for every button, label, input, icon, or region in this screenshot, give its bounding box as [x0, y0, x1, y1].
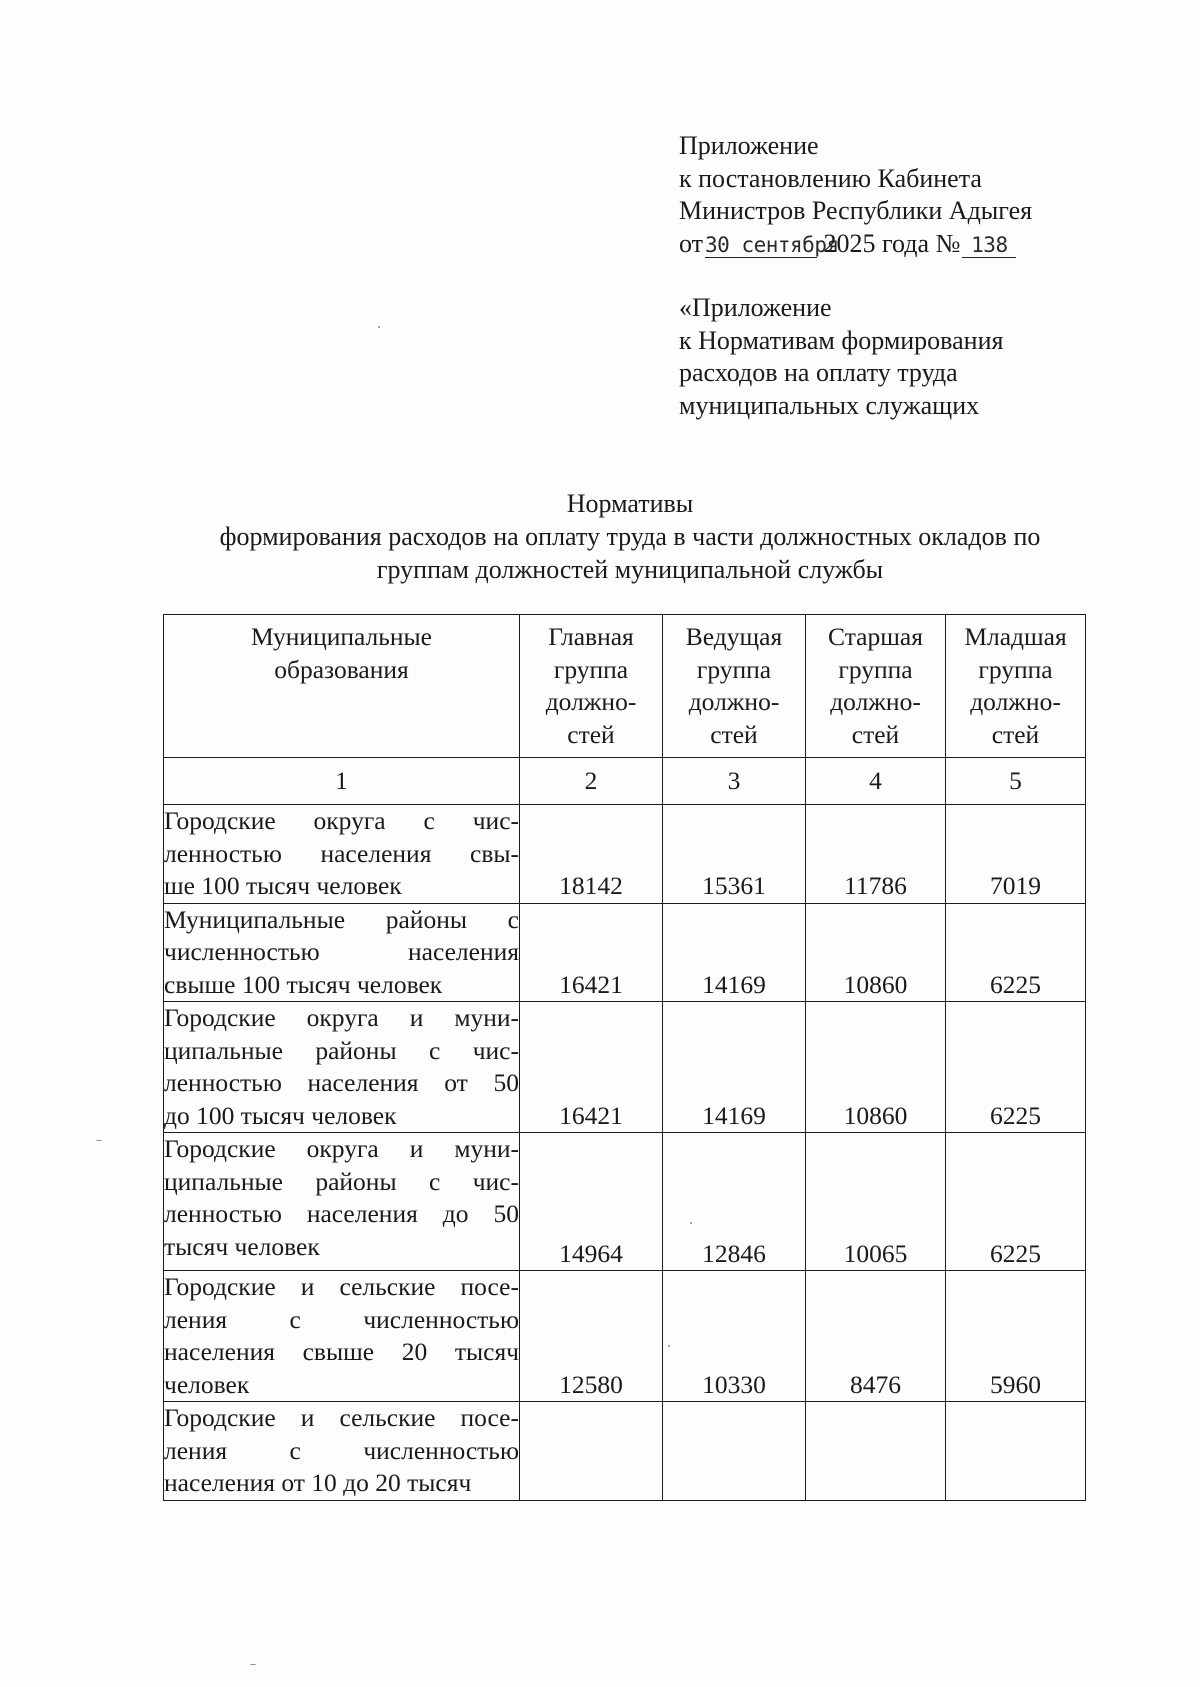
handwritten-date: 30 сентября — [705, 232, 839, 257]
header-text: Муниципальные — [250, 622, 432, 651]
header-text: стей — [710, 719, 758, 749]
header-text: стей — [567, 719, 615, 749]
label-line: ленностью населения от 50 — [164, 1068, 519, 1097]
label-line: Городские округа с чис- — [164, 806, 519, 835]
value-junior: 7019 — [946, 805, 1086, 904]
header-text: должно- — [545, 687, 637, 716]
table-row — [164, 903, 1086, 1002]
header-junior-group — [946, 615, 1086, 758]
header-text: стей — [991, 719, 1040, 749]
scan-speck — [668, 1345, 670, 1347]
row-label — [164, 1133, 520, 1271]
label-line: Городские и сельские посе- — [164, 1272, 519, 1301]
title-line-1: Нормативы — [566, 489, 694, 518]
value-junior: 6225 — [946, 1002, 1086, 1133]
column-number: 3 — [663, 758, 806, 805]
header-text: группа — [978, 654, 1053, 684]
table-row — [164, 1271, 1086, 1402]
sub-appendix-header — [679, 292, 1003, 422]
label-line: тысяч человек — [164, 1231, 320, 1261]
row-label — [164, 903, 520, 1002]
scan-speck — [378, 326, 380, 328]
header-text: Старшая — [828, 622, 923, 651]
row-label — [164, 1402, 520, 1501]
label-line: Городские и сельские посе- — [164, 1403, 519, 1432]
header-leading-group — [663, 615, 806, 758]
document-title — [150, 487, 1110, 586]
appendix-reference-line-2: Министров Республики Адыгея — [679, 196, 1033, 225]
table-row — [164, 1402, 1086, 1501]
header-text: группа — [553, 654, 629, 684]
scan-speck — [250, 1664, 256, 1665]
table-row — [164, 1002, 1086, 1133]
column-number: 1 — [164, 758, 520, 805]
column-number: 4 — [806, 758, 946, 805]
table-header-row — [164, 615, 1086, 758]
value-junior: 6225 — [946, 903, 1086, 1002]
column-number: 5 — [946, 758, 1086, 805]
label-line: ления с численностью — [164, 1435, 519, 1465]
appendix-reference-line-1: к постановлению Кабинета — [679, 163, 982, 193]
value-senior: 8476 — [806, 1271, 946, 1402]
value-leading: 14169 — [663, 903, 806, 1002]
scan-speck — [96, 1140, 102, 1141]
column-number-row — [164, 758, 1086, 805]
value-main: 16421 — [520, 1002, 663, 1133]
header-text: должно- — [688, 687, 780, 716]
sub-appendix-line-4: муниципальных служащих — [679, 390, 980, 420]
value-main — [520, 1402, 663, 1501]
sub-appendix-line-2: к Нормативам формирования — [679, 325, 1004, 355]
header-text: должно- — [830, 687, 921, 716]
value-senior: 11786 — [806, 805, 946, 904]
sub-appendix-line-3: расходов на оплату труда — [679, 358, 958, 387]
header-text: должно- — [970, 687, 1061, 716]
header-text: Главная — [548, 622, 634, 651]
year-number-label: 2025 года № — [823, 228, 961, 258]
label-line: численностью населения — [164, 937, 519, 966]
value-junior — [946, 1402, 1086, 1501]
row-label — [164, 1271, 520, 1402]
header-senior-group — [806, 615, 946, 758]
value-leading: 15361 — [663, 805, 806, 904]
header-text: стей — [851, 719, 900, 749]
label-line: ципальные районы с чис- — [164, 1035, 519, 1065]
value-senior: 10860 — [806, 1002, 946, 1133]
value-leading — [663, 1402, 806, 1501]
label-line: ления с численностью — [164, 1304, 519, 1334]
value-leading: 10330 — [663, 1271, 806, 1402]
header-text: Ведущая — [685, 622, 783, 651]
value-leading: 14169 — [663, 1002, 806, 1133]
column-number: 2 — [520, 758, 663, 805]
value-senior — [806, 1402, 946, 1501]
label-line: ленностью населения свы- — [164, 838, 519, 868]
header-text: образования — [274, 654, 409, 684]
label-line: ципальные районы с чис- — [164, 1166, 519, 1196]
header-municipalities — [164, 615, 520, 758]
sub-appendix-title: «Приложение — [679, 293, 832, 322]
table-row — [164, 1133, 1086, 1271]
label-line: населения свыше 20 тысяч — [164, 1337, 519, 1366]
value-senior: 10860 — [806, 903, 946, 1002]
label-line: населения от 10 до 20 тысяч — [164, 1468, 472, 1497]
label-line: человек — [164, 1369, 250, 1399]
table-row — [164, 805, 1086, 904]
label-line: свыше 100 тысяч человек — [164, 969, 443, 999]
label-line: ленностью населения до 50 — [164, 1199, 519, 1228]
label-line: Муниципальные районы с — [164, 904, 519, 934]
label-line: Городские округа и муни- — [164, 1003, 519, 1032]
title-line-3: группам должностей муниципальной службы — [376, 555, 884, 584]
date-prefix: от — [679, 228, 704, 258]
value-main: 18142 — [520, 805, 663, 904]
value-leading: 12846 — [663, 1133, 806, 1271]
value-junior: 6225 — [946, 1133, 1086, 1271]
header-text: Младшая — [964, 622, 1067, 651]
appendix-header — [679, 130, 1032, 260]
label-line: до 100 тысяч человек — [164, 1100, 397, 1130]
value-main: 12580 — [520, 1271, 663, 1402]
value-main: 14964 — [520, 1133, 663, 1271]
row-label — [164, 805, 520, 904]
handwritten-number: 138 — [962, 233, 1016, 258]
value-senior: 10065 — [806, 1133, 946, 1271]
appendix-title: Приложение — [679, 131, 819, 160]
appendix-date-line — [679, 228, 1032, 261]
header-main-group — [520, 615, 663, 758]
label-line: ше 100 тысяч человек — [164, 871, 402, 900]
row-label — [164, 1002, 520, 1133]
header-text: группа — [838, 654, 913, 684]
norms-table — [163, 614, 1086, 1501]
title-line-2: формирования расходов на оплату труда в части должностных окладов по — [219, 522, 1041, 551]
header-text: группа — [696, 654, 772, 684]
label-line: Городские округа и муни- — [164, 1134, 519, 1163]
scan-speck — [690, 1222, 692, 1224]
value-junior: 5960 — [946, 1271, 1086, 1402]
value-main: 16421 — [520, 903, 663, 1002]
